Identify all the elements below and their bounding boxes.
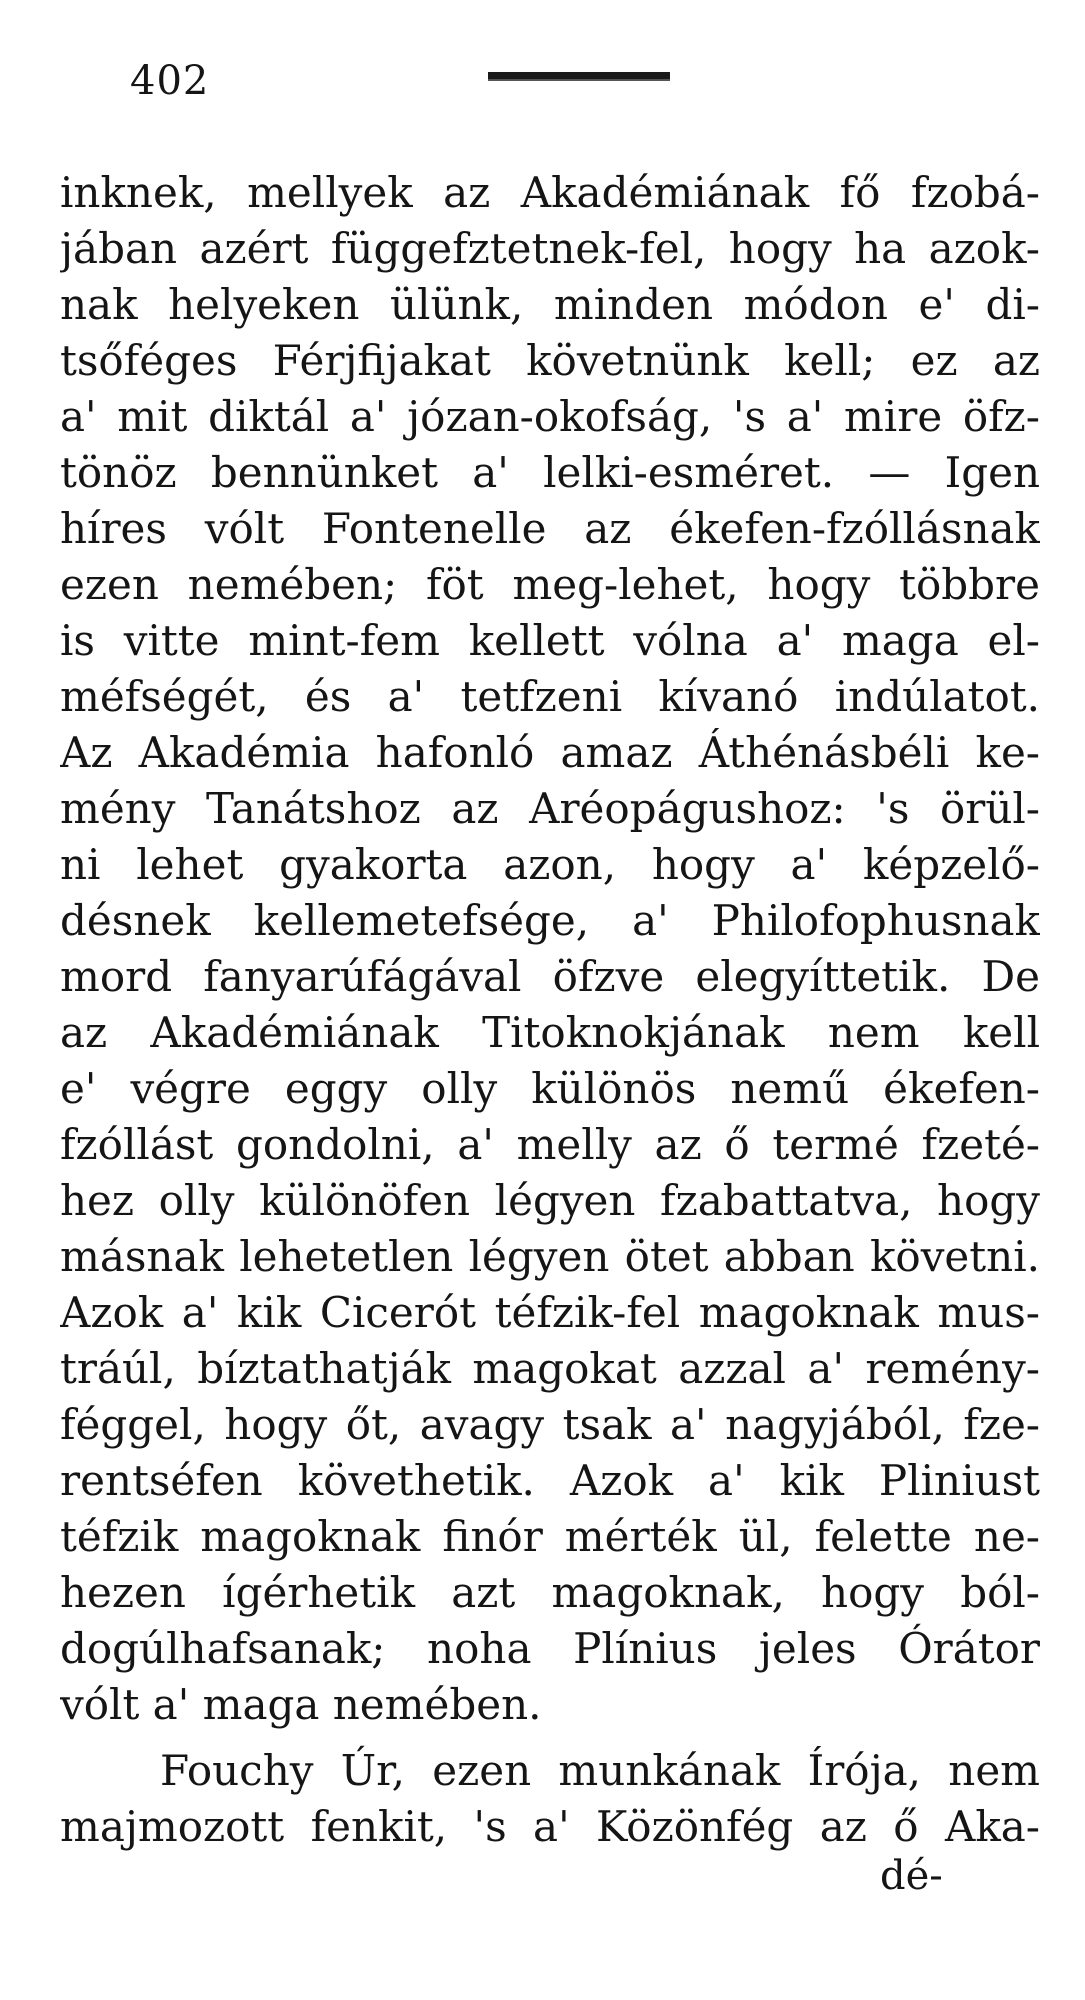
text-line: hezen ígérhetik azt magoknak, hogy ból- [60,1568,1040,1617]
text-line: az Akadémiának Titoknokjának nem kell [60,1008,1040,1057]
paragraph-end-line: vólt a' maga nemében. [60,1680,542,1729]
text-line: tsőféges Férjfijakat követnünk kell; ez az [60,336,1040,385]
text-line: nak helyeken ülünk, minden módon e' di- [60,280,1040,329]
text-line: tráúl, bíztathatják magokat azzal a' remény- [60,1344,1040,1393]
text-line: désnek kellemetefsége, a' Philofophusnak [60,896,1040,945]
text-line: másnak lehetetlen légyen ötet abban követni. [60,1232,1040,1281]
text-line: rentséfen követhetik. Azok a' kik Pliniust [60,1456,1040,1505]
text-line: tönöz bennünket a' lelki-esméret. — Igen [60,448,1040,497]
text-line: ni lehet gyakorta azon, hogy a' képzelő- [60,840,1040,889]
text-line: méfségét, és a' tetfzeni kívanó indúlatot. [60,672,1040,721]
text-line: mord fanyarúfágával öfzve elegyíttetik. De [60,952,1040,1001]
text-line: Azok a' kik Cicerót téfzik-fel magoknak mus- [60,1288,1040,1337]
catchword: dé- [880,1853,943,1899]
text-line: majmozott fenkit, 's a' Közönfég az ő Aka- [60,1802,1040,1851]
text-line: ezen nemében; föt meg-lehet, hogy többre [60,560,1040,609]
page-number: 402 [130,58,210,104]
text-line: híres vólt Fontenelle az ékefen-fzóllásnak [60,504,1040,553]
paragraph-start-line: Fouchy Úr, ezen munkának Írója, nem [160,1746,1040,1795]
text-line: jában azért függefztetnek-fel, hogy ha azok- [60,224,1040,273]
text-line: hez olly különöfen légyen fzabattatva, hogy [60,1176,1040,1225]
text-line: e' végre eggy olly különös nemű ékefen- [60,1064,1040,1113]
text-line: féggel, hogy őt, avagy tsak a' nagyjából, fze- [60,1400,1040,1449]
text-line: fzóllást gondolni, a' melly az ő termé fzeté- [60,1120,1040,1169]
text-line: a' mit diktál a' józan-okofság, 's a' mire öfz- [60,392,1040,441]
text-line: inknek, mellyek az Akadémiának fő fzobá- [60,168,1040,217]
text-line: Az Akadémia hafonló amaz Áthénásbéli ke- [60,728,1040,777]
text-line: is vitte mint-fem kellett vólna a' maga el- [60,616,1040,665]
header-rule [488,72,670,81]
text-line: mény Tanátshoz az Aréopágushoz: 's örül- [60,784,1040,833]
text-line: dogúlhafsanak; noha Plínius jeles Órátor [60,1624,1040,1673]
text-line: téfzik magoknak finór mérték ül, felette ne- [60,1512,1040,1561]
